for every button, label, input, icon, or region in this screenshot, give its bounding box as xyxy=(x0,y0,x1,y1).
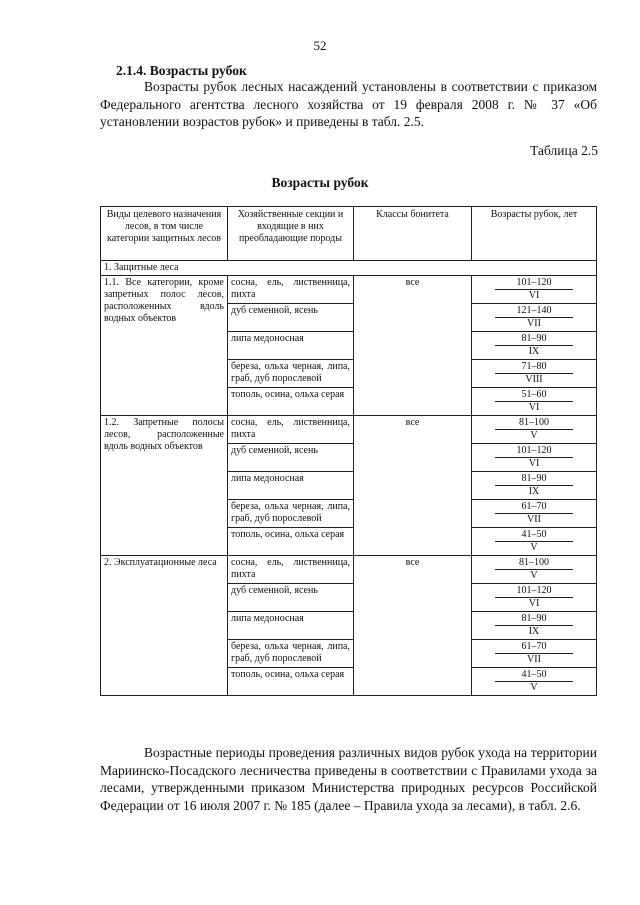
category-cell: 1.1. Все категории, кроме запретных полос лесов, расположенных вдоль водных объектов xyxy=(101,276,228,416)
age-class: VII xyxy=(527,654,541,665)
section-cell: дуб семенной, ясень xyxy=(228,304,354,332)
age-years: 71–80 xyxy=(495,361,573,374)
bonitet-cell: все xyxy=(354,276,472,416)
header-bonitet-class: Классы бонитета xyxy=(354,207,472,261)
age-cell xyxy=(472,640,597,668)
age-cell xyxy=(472,276,597,304)
section-cell: дуб семенной, ясень xyxy=(228,444,354,472)
age-years: 61–70 xyxy=(495,641,573,654)
age-years: 101–120 xyxy=(495,585,573,598)
age-cell xyxy=(472,668,597,696)
age-cell xyxy=(472,472,597,500)
intro-paragraph: Возрасты рубок лесных насаждений установлены в соответствии с приказом Федерального агентства лесного хозяйства от 19 февраля 2008 г. № 37 «Об установлении возрастов рубок» и приведены в табл. 2.5. xyxy=(100,79,597,129)
age-years: 81–100 xyxy=(495,557,573,570)
section-cell: липа медоносная xyxy=(228,332,354,360)
section-cell: сосна, ель, лиственница, пихта xyxy=(228,276,354,304)
section-heading: 2.1.4. Возрасты рубок xyxy=(116,63,247,78)
header-economic-section: Хозяйственные секции и входящие в них преобладающие породы xyxy=(228,207,354,261)
age-years: 41–50 xyxy=(495,669,573,682)
age-cell xyxy=(472,556,597,584)
age-cell xyxy=(472,388,597,416)
group-label: 1. Защитные леса xyxy=(101,261,597,276)
age-class: V xyxy=(530,430,538,441)
table-title: Возрасты рубок xyxy=(271,175,369,190)
age-cell xyxy=(472,612,597,640)
age-cell xyxy=(472,500,597,528)
age-cell xyxy=(472,360,597,388)
section-cell: тополь, осина, ольха серая xyxy=(228,388,354,416)
age-cell xyxy=(472,444,597,472)
header-cutting-age: Возрасты рубок, лет xyxy=(472,207,597,261)
age-class: IX xyxy=(528,346,540,357)
age-class: VI xyxy=(528,290,540,301)
group-row xyxy=(101,261,597,276)
section-cell: тополь, осина, ольха серая xyxy=(228,528,354,556)
section-cell: тополь, осина, ольха серая xyxy=(228,668,354,696)
age-years: 101–120 xyxy=(495,445,573,458)
category-cell: 1.2. Запретные полосы лесов, расположенные вдоль водных объектов xyxy=(101,416,228,556)
age-years: 81–100 xyxy=(495,417,573,430)
section-cell: липа медоносная xyxy=(228,612,354,640)
age-cell xyxy=(472,332,597,360)
age-class: VII xyxy=(527,318,541,329)
section-cell: сосна, ель, лиственница, пихта xyxy=(228,556,354,584)
section-cell: липа медоносная xyxy=(228,472,354,500)
age-cell xyxy=(472,416,597,444)
table-row xyxy=(101,276,597,304)
age-years: 81–90 xyxy=(495,473,573,486)
age-class: IX xyxy=(528,486,540,497)
age-cell xyxy=(472,528,597,556)
age-years: 101–120 xyxy=(495,277,573,290)
age-years: 81–90 xyxy=(495,333,573,346)
age-class: V xyxy=(530,542,538,553)
age-class: VI xyxy=(528,458,540,469)
section-cell: береза, ольха черная, липа, граб, дуб порослевой xyxy=(228,360,354,388)
table-header-row xyxy=(101,207,597,261)
section-cell: береза, ольха черная, липа, граб, дуб порослевой xyxy=(228,640,354,668)
age-cell xyxy=(472,304,597,332)
table-row xyxy=(101,556,597,584)
age-years: 81–90 xyxy=(495,613,573,626)
age-years: 61–70 xyxy=(495,501,573,514)
section-cell: береза, ольха черная, липа, граб, дуб порослевой xyxy=(228,500,354,528)
age-class: VIII xyxy=(525,374,543,385)
bonitet-cell: все xyxy=(354,416,472,556)
section-cell: дуб семенной, ясень xyxy=(228,584,354,612)
age-class: V xyxy=(530,570,538,581)
bonitet-cell: все xyxy=(354,556,472,696)
section-cell: сосна, ель, лиственница, пихта xyxy=(228,416,354,444)
table-row xyxy=(101,416,597,444)
age-cell xyxy=(472,584,597,612)
category-cell: 2. Эксплуатационные леса xyxy=(101,556,228,696)
age-years: 51–60 xyxy=(495,389,573,402)
age-class: V xyxy=(530,682,538,693)
age-class: VII xyxy=(527,514,541,525)
age-years: 121–140 xyxy=(495,305,573,318)
age-class: VI xyxy=(528,598,540,609)
page-number: 52 xyxy=(313,38,327,53)
age-years: 41–50 xyxy=(495,529,573,542)
cutting-ages-table xyxy=(100,206,597,696)
outro-paragraph: Возрастные периоды проведения различных видов рубок ухода на территории Мариинско-Посадского лесничества приведены в соответствии с Правилами ухода за лесами, утвержденными приказом Министерства природных ресурсов Российской Федерации от 16 июля 2007 г. № 185 (далее – Правила ухода за лесами), в табл. 2.6. xyxy=(100,745,597,813)
age-class: IX xyxy=(528,626,540,637)
age-class: VI xyxy=(528,402,540,413)
header-forest-purpose: Виды целевого назначения лесов, в том числе категории защитных лесов xyxy=(101,207,228,261)
table-caption: Таблица 2.5 xyxy=(530,143,598,158)
